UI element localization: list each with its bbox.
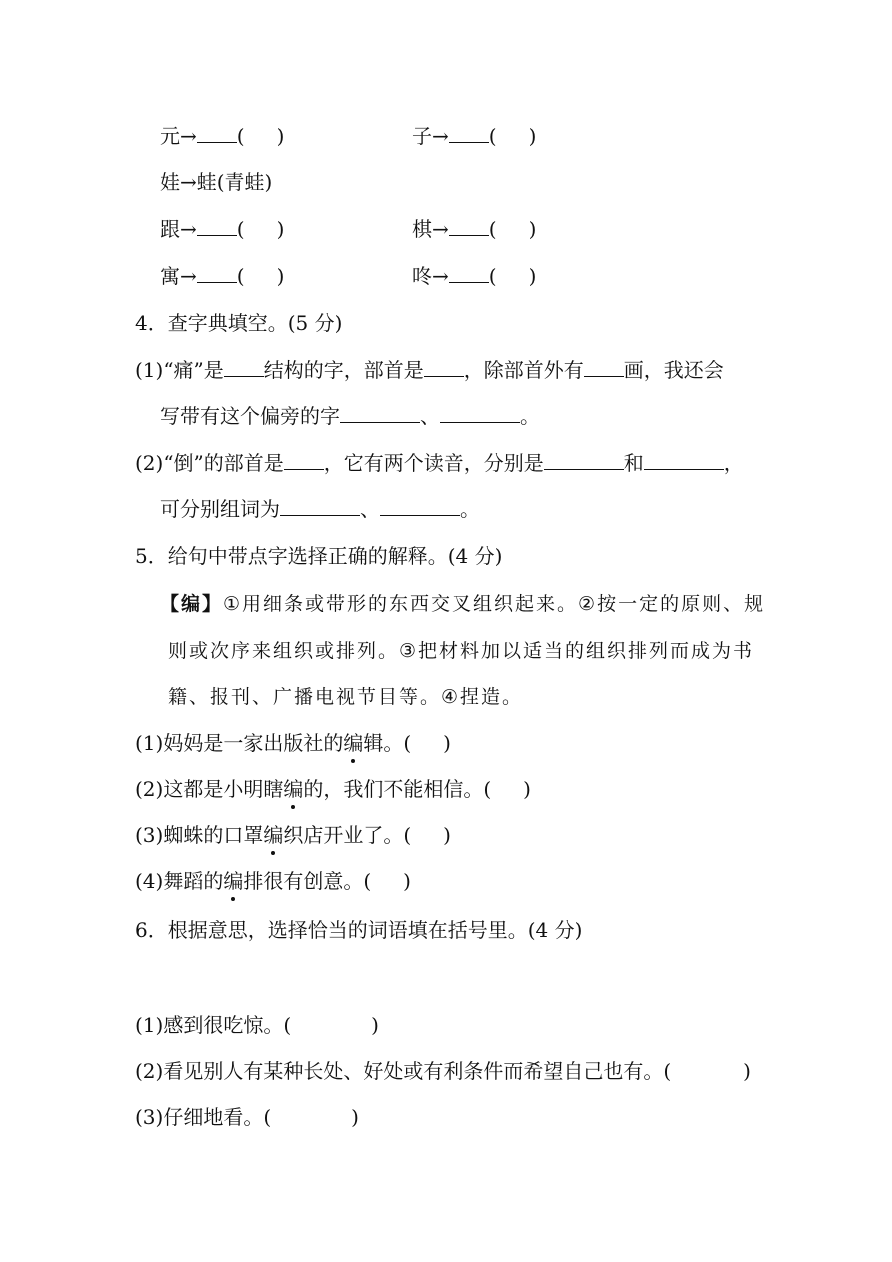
q4-title: 4．查字典填空。(5 分): [135, 311, 343, 335]
answer-blank[interactable]: [197, 122, 237, 143]
text: (3)仔细地看。(: [135, 1105, 272, 1129]
q4-part-1-line-1: [135, 356, 724, 384]
text: 辑。(: [363, 731, 412, 755]
word-char: 棋: [412, 217, 432, 241]
dotted-char: 编: [263, 823, 284, 847]
answer-blank[interactable]: [440, 402, 520, 423]
text: (4)舞蹈的: [135, 869, 224, 893]
q3-row-3-left: [160, 215, 284, 243]
dotted-char: 编: [283, 777, 304, 801]
q4-part-2-line-1: [135, 449, 744, 477]
text: (2)看见别人有某种长处、好处或有利条件而希望自己也有。(: [135, 1059, 672, 1083]
q6-title: 6．根据意思，选择恰当的词语填在括号里。(4 分): [135, 918, 583, 942]
text: 。: [460, 497, 480, 521]
q4-part-2-line-2: [160, 495, 480, 523]
paren-open: (: [236, 217, 245, 241]
text: (1)感到很吃惊。(: [135, 1013, 292, 1037]
text: 。: [520, 404, 540, 428]
answer-blank[interactable]: [197, 262, 237, 283]
arrow-icon: →: [180, 217, 197, 241]
text: (1)“痛”是: [135, 358, 224, 382]
q3-row-4-right: [412, 262, 536, 290]
text: ): [403, 869, 411, 893]
answer-blank[interactable]: [340, 402, 420, 423]
text: 排很有创意。(: [243, 869, 372, 893]
text: ，它有两个读音，分别是: [323, 451, 544, 475]
text: ): [351, 1105, 359, 1129]
text: ): [523, 777, 531, 801]
word-char: 元: [160, 124, 180, 148]
text: ): [371, 1013, 379, 1037]
paren-open: (: [236, 264, 245, 288]
q3-row-4-left: [160, 262, 284, 290]
q5-sentence-3: [135, 821, 451, 849]
text: 的，我们不能相信。(: [303, 777, 492, 801]
text: ): [743, 1059, 751, 1083]
answer-blank[interactable]: [644, 449, 724, 470]
q3-row-3-right: [412, 215, 536, 243]
answer-blank[interactable]: [449, 215, 489, 236]
paren-close: ): [276, 217, 285, 241]
answer-blank[interactable]: [449, 262, 489, 283]
answer-blank[interactable]: [584, 356, 624, 377]
arrow-icon: →: [432, 217, 449, 241]
q3-row-1-right: [412, 122, 536, 150]
answer-blank[interactable]: [544, 449, 624, 470]
dotted-char: 编: [223, 869, 244, 893]
text: 结构的字，部首是: [263, 358, 424, 382]
q5-sentence-4: [135, 867, 411, 895]
text: 和: [623, 451, 644, 475]
text: (1)妈妈是一家出版社的: [135, 731, 344, 755]
answer-blank[interactable]: [197, 215, 237, 236]
answer-blank[interactable]: [280, 495, 360, 516]
arrow-icon: →: [432, 264, 449, 288]
q5-definition-line-1: [160, 590, 765, 618]
q6-item-1: [135, 1011, 379, 1039]
q5-sentence-1: [135, 729, 451, 757]
q6-item-2: [135, 1057, 751, 1085]
text: ①用细条或带形的东西交叉组织起来。②按一定的原则、规: [223, 593, 766, 615]
word-char: 跟: [160, 217, 180, 241]
text: ): [443, 731, 451, 755]
text: 、: [420, 404, 440, 428]
answer-blank[interactable]: [424, 356, 464, 377]
paren-close: ): [276, 124, 285, 148]
text: (3)蜘蛛的口罩: [135, 823, 264, 847]
answer-blank[interactable]: [380, 495, 460, 516]
word-char: 子: [412, 124, 432, 148]
q6-item-3: [135, 1103, 359, 1131]
text: (2)“倒”的部首是: [135, 451, 284, 475]
paren-close: ): [528, 217, 537, 241]
text: ): [443, 823, 451, 847]
answer-blank[interactable]: [449, 122, 489, 143]
q5-definition-line-3: 籍、报刊、广播电视节目等。④捏造。: [168, 686, 524, 708]
answer-blank[interactable]: [224, 356, 264, 377]
dotted-char: 编: [343, 731, 364, 755]
q3-row-1-left: [160, 122, 284, 150]
word-char: 寓: [160, 264, 180, 288]
definition-head: 【编】: [160, 593, 224, 615]
arrow-icon: →: [180, 264, 197, 288]
text: 可分别组词为: [160, 497, 280, 521]
q5-title: 5．给句中带点字选择正确的解释。(4 分): [135, 544, 503, 568]
paren-close: ): [528, 124, 537, 148]
text: 、: [360, 497, 380, 521]
paren-close: ): [276, 264, 285, 288]
paren-open: (: [488, 264, 497, 288]
q3-example: 娃→蛙(青蛙): [160, 170, 273, 194]
text: 画，我还会: [623, 358, 724, 382]
text: (2)这都是小明瞎: [135, 777, 284, 801]
q5-sentence-2: [135, 775, 531, 803]
text: 织店开业了。(: [283, 823, 412, 847]
paren-open: (: [236, 124, 245, 148]
answer-blank[interactable]: [284, 449, 324, 470]
text: ，除部首外有: [463, 358, 584, 382]
paren-open: (: [488, 217, 497, 241]
word-char: 咚: [412, 264, 432, 288]
q5-definition-line-2: 则或次序来组织或排列。③把材料加以适当的组织排列而成为书: [168, 640, 755, 662]
q4-part-1-line-2: [160, 402, 540, 430]
arrow-icon: →: [432, 124, 449, 148]
paren-open: (: [488, 124, 497, 148]
arrow-icon: →: [180, 124, 197, 148]
paren-close: ): [528, 264, 537, 288]
text: ，: [723, 451, 744, 475]
text: 写带有这个偏旁的字: [160, 404, 340, 428]
